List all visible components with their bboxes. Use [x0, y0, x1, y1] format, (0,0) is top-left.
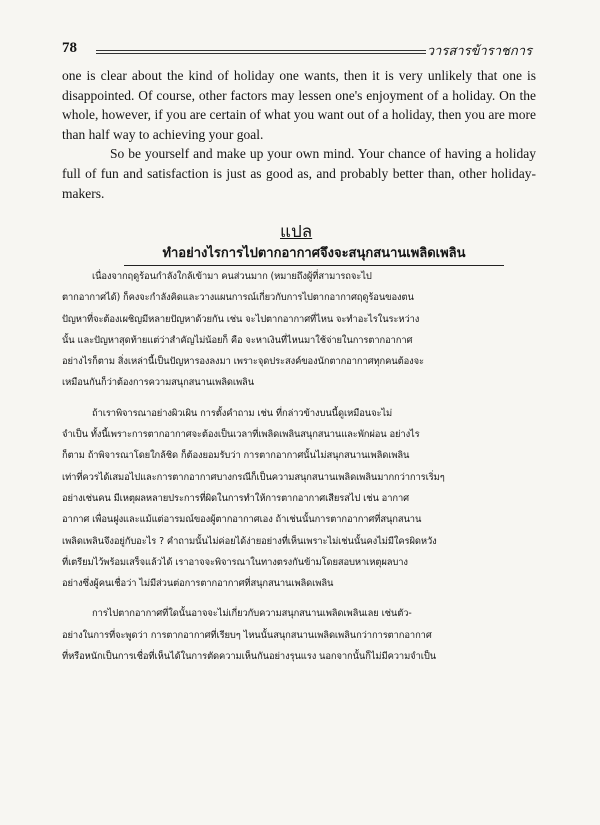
- translation-heading: แปล: [280, 222, 313, 242]
- text-line: ตากอากาศได้) ก็คงจะกำลังคิดและวางแผนการณ์เกี่ยวกับการไปตากอากาศฤดูร้อนของตน: [62, 292, 414, 304]
- journal-title: วารสารข้าราชการ: [426, 43, 532, 58]
- text-line: การไปตากอากาศที่ใดนั้นอาจจะไม่เกี่ยวกับความสนุกสนานเพลิดเพลินเลย เช่นตัว-: [92, 608, 412, 620]
- page-number: 78: [62, 40, 77, 56]
- translation-body: [62, 266, 538, 667]
- text-line: อย่างในการที่จะพูดว่า การตากอากาศที่เรียบๆ ไหนนั้นสนุกสนานเพลิดเพลินกว่าการตากอากาศ: [62, 629, 432, 641]
- text-line: อย่างเช่นคน มีเหตุผลหลายประการที่ผิดในการทำให้การตากอากาศเสียรสไป เช่น อากาศ: [62, 492, 409, 504]
- text-line: ถ้าเราพิจารณาอย่างผิวเผิน การตั้งคำถาม เช่น ที่กล่าวข้างบนนี้ดูเหมือนจะไม่: [92, 407, 393, 419]
- english-paragraph: one is clear about the kind of holiday one wants, then it is very unlikely that one is disappointed. Of course, other factors may lessen one's enjoyment of a holiday. On the whole, however, if you are certain of what you want out of a holiday, then you are more than half way to achieving your goal.: [62, 68, 536, 142]
- text-line: นั้น และปัญหาสุดท้ายแต่ว่าสำคัญไม่น้อยก็ คือ จะหาเงินที่ไหนมาใช้จ่ายในการตากอากาศ: [62, 334, 413, 346]
- text-line: ที่เตรียมไว้พร้อมเสร็จแล้วได้ เราอาจจะพิจารณาในทางตรงกันข้ามโดยสอบหาเหตุผลบาง: [62, 556, 408, 568]
- text-line: อากาศ เพื่อนฝูงและแม้แต่อารมณ์ของผู้ตากอากาศเอง ถ้าเช่นนั้นการตากอากาศที่สนุกสนาน: [62, 514, 422, 526]
- translation-title: ทำอย่างไรการไปตากอากาศจึงจะสนุกสนานเพลิดเพลิน: [124, 242, 504, 266]
- text-line: ที่หรือหนักเป็นการเชื่อที่เห็นได้ในการตัดความเห็นกันอย่างรุนแรง นอกจากนั้นก็ไม่มีความจำเป็น: [62, 651, 437, 663]
- english-paragraph: So be yourself and make up your own mind. Your chance of having a holiday full of fun and satisfaction is just as good as, and probably better than, other holiday-makers.: [62, 146, 536, 201]
- text-line: เหมือนกันก็ว่าต้องการความสนุกสนานเพลิดเพลิน: [62, 377, 255, 389]
- text-line: เพลิดเพลินจึงอยู่กับอะไร ? คำถามนั้นไม่ค่อยได้ง่ายอย่างที่เห็นเพราะไม่เช่นนั้นคงไม่มีใครผิดหวัง: [62, 535, 437, 547]
- text-line: จำเป็น ทั้งนี้เพราะการตากอากาศจะต้องเป็นเวลาที่เพลิดเพลินสนุกสนานและพักผ่อน อย่างไร: [62, 429, 420, 441]
- text-line: ก็ตาม ถ้าพิจารณาโดยใกล้ชิด ก็ต้องยอมรับว่า การตากอากาศนั้นไม่สนุกสนานเพลิดเพลิน: [62, 450, 410, 462]
- header-rule: [96, 50, 426, 54]
- text-line: ปัญหาที่จะต้องเผชิญมีหลายปัญหาด้วยกัน เช่น จะไปตากอากาศที่ไหน จะทำอะไรในระหว่าง: [62, 313, 420, 325]
- text-line: เนื่องจากฤดูร้อนกำลังใกล้เข้ามา คนส่วนมาก (หมายถึงผู้ที่สามารถจะไป: [92, 271, 372, 282]
- text-line: อย่างไรก็ตาม สิ่งเหล่านี้เป็นปัญหารองลงมา เพราะจุดประสงค์ของนักตากอากาศทุกคนต้องจะ: [62, 356, 424, 368]
- english-passage: [62, 66, 536, 203]
- text-line: อย่างซึ่งผู้คนเชื่อว่า ไม่มีส่วนต่อการตากอากาศที่สนุกสนานเพลิดเพลิน: [62, 578, 334, 590]
- text-line: เท่าที่ควรได้เสมอไปและการตากอากาศบางกรณีก็เป็นความสนุกสนานเพลิดเพลินมากกว่าการเริ่มๆ: [62, 471, 445, 483]
- page-header: [62, 40, 532, 62]
